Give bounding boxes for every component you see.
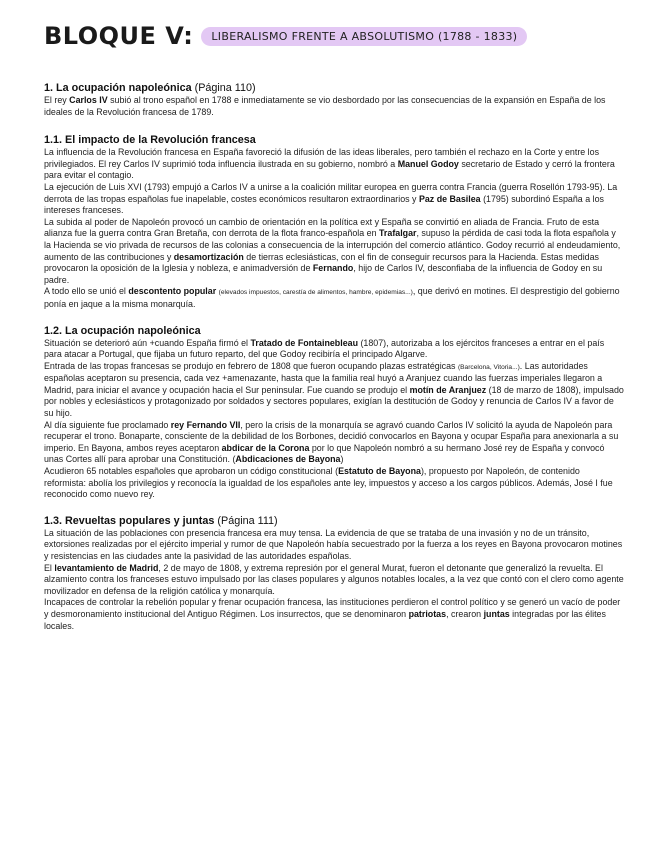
paragraph: Situación se deterioró aún +cuando España firmó el Tratado de Fontainebleau (1807), autorizaba a los ejércitos franceses a entrar en el país para atacar a Portugal, que fijaba un futuro reparto, del que Godoy recibiría el principado Algarve. xyxy=(44,337,605,360)
page-reference: (Página 111) xyxy=(217,514,278,527)
paragraph: La influencia de la Revolución francesa en España favoreció la difusión de las ideas liberales, pero también el rechazo en la Corte y entre los privilegiados. El rey Carlos IV suprimió toda influencia ilustrada en su gobierno, nombró a Manuel Godoy secretario de Estado y cerró la frontera para evitar el contagio. xyxy=(44,147,615,181)
paragraph: La subida al poder de Napoleón provocó un cambio de orientación en la política ext y España se convirtió en aliada de Francia. Fruto de esta alianza fue la guerra contra Gran Bretaña, con derrota de la flota franco-española en Trafalgar, supuso la pérdida de casi toda la flota española y la Hacienda se vio privada de recursos de las colonias a consecuencia de la interrupción del comercio atlántico. Godoy recurrió al endeudamiento, aumento de las contribuciones y desamortización de tierras eclesiásticas, con el fin de conseguir recursos para la Hacienda. Estas medidas provocaron la oposición de la Iglesia y nobleza, e animadversión de Fernando, hijo de Carlos IV, desconfiaba de la influencia de Godoy en su padre. xyxy=(44,216,621,285)
paragraph: Acudieron 65 notables españoles que aprobaron un código constitucional (Estatuto de Bayona), propuesto por Napoleón, de contenido reformista: abolía los privilegios y reconocía la igualdad de los españoles ante ley, impuestos y acceso a los cargos públicos. Además, José I fue reconocido como nuevo rey. xyxy=(44,466,613,500)
section-1-2-title: 1.2. La ocupación napoleónica xyxy=(44,324,201,337)
paragraph: El levantamiento de Madrid, 2 de mayo de 1808, y extrema represión por el general Murat, fueron el detonante que generalizó la revuelta. El alzamiento contra los franceses estuvo impulsado por las clases populares y algunos notables locales, a la vez que contó con el clero como agente movilizador en defensa de la religión católica y monarquía. xyxy=(44,562,624,596)
paragraph: Incapaces de controlar la rebelión popular y frenar ocupación francesa, las instituciones perdieron el control político y se generó un vacío de poder y desmoronamiento institucional del Antiguo Régimen. Los insurrectos, que se denominaron patriotas, crearon juntas integradas por las élites locales. xyxy=(44,597,621,631)
paragraph: El rey Carlos IV subió al trono español en 1788 e inmediatamente se vio desbordado por las consecuencias de la expansión en España de los ideales de la Revolución francesa de 1789. xyxy=(44,95,606,117)
block-title: BLOQUE V: xyxy=(44,22,194,50)
section-1-title: 1. La ocupación napoleónica (Página 110) xyxy=(44,82,256,94)
paragraph: Al día siguiente fue proclamado rey Fernando VII, pero la crisis de la monarquía se agravó cuando Carlos IV solicitó la ayuda de Napoleón para recuperar el trono. Bonaparte, consciente de la debilidad de los Borbones, decidió convocarlos en Bayona y ocupar España para anexionarla a su imperio. En Bayona, ambos reyes aceptaron abdicar de la Corona por lo que Napoleón nombró a su hermano José rey de España y convocó unas Cortes allí para aprobar una Constitución. (Abdicaciones de Bayona) xyxy=(44,419,619,465)
section-1-1-title: 1.1. El impacto de la Revolución francesa xyxy=(44,134,256,147)
paragraph: La ejecución de Luis XVI (1793) empujó a Carlos IV a unirse a la coalición militar europea en guerra contra Francia (guerra Rosellón 1793-95). La derrota de las tropas españolas fue inapelable, costes económicos resultaron extraordinarios y Paz de Basilea (1795) subordinó España a los intereses franceses. xyxy=(44,181,618,216)
paragraph: La situación de las poblaciones con presencia francesa era muy tensa. La evidencia de que se trataba de una invasión y no de un tránsito, extorsiones realizadas por el ejército imperial y rumor de que Napoleón había secuestrado por la fuerza a los reyes en Bayona provocaron motines y resistencias en las ciudades ante la pasividad de las autoridades españolas. xyxy=(44,527,623,561)
page-reference: (Página 110) xyxy=(194,82,256,94)
section-1-3-title: 1.3. Revueltas populares y juntas (Página 111) xyxy=(44,514,278,527)
paragraph: A todo ello se unió el descontento popular (elevados impuestos, carestía de alimentos, hambre, epidemias...), que derivó en motines. El desprestigio del gobierno ponía en jaque a la misma monarquía. xyxy=(44,286,620,309)
header xyxy=(44,18,624,54)
block-subtitle: LIBERALISMO FRENTE A ABSOLUTISMO (1788 - 1833) xyxy=(201,27,527,46)
paragraph: Entrada de las tropas francesas se produjo en febrero de 1808 que fueron ocupando plazas estratégicas (Barcelona, Vitoria...). Las autoridades españolas aceptaron su presencia, cada vez +amenazante, hasta que la familia real huyó a Aranjuez cuando las fuerzas imperiales llegaron a Madrid, para iniciar el avance y ocupación hacia el Sur peninsular. Fue cuando se produjo el motín de Aranjuez (18 de marzo de 1808), impulsado por nobles y eclesiásticos y protagonizado por soldados y sectores populares, exigían la destitución de Godoy y renuncia de Carlos IV a favor de su hijo. xyxy=(44,360,624,419)
